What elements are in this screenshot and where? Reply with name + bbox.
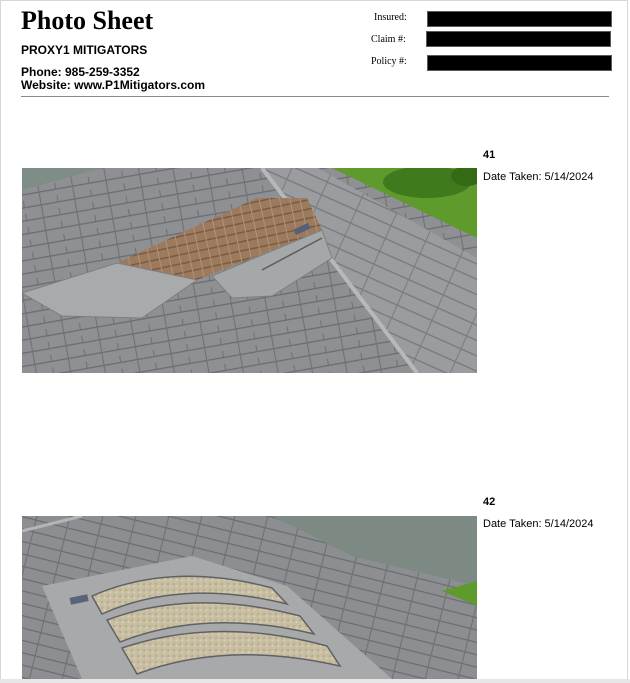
photo-number: 41 xyxy=(483,149,496,161)
company-phone: Phone: 985-259-3352 xyxy=(21,65,140,79)
policy-redaction xyxy=(427,55,612,71)
photo-date-taken: Date Taken: 5/14/2024 xyxy=(483,171,594,183)
page-title: Photo Sheet xyxy=(21,6,154,35)
insured-label: Insured: xyxy=(374,12,407,23)
company-website: Website: www.P1Mitigators.com xyxy=(21,78,206,92)
header-divider xyxy=(21,96,609,97)
roof-photo xyxy=(22,516,477,679)
photo-number: 42 xyxy=(483,496,496,508)
photo-date-taken: Date Taken: 5/14/2024 xyxy=(483,518,594,530)
roof-photo xyxy=(22,168,477,373)
insured-redaction xyxy=(427,11,612,27)
claim-redaction xyxy=(426,31,611,47)
claim-label: Claim #: xyxy=(371,34,406,45)
policy-label: Policy #: xyxy=(371,56,407,67)
company-name: PROXY1 MITIGATORS xyxy=(21,43,148,57)
page-bottom-edge xyxy=(0,679,630,683)
